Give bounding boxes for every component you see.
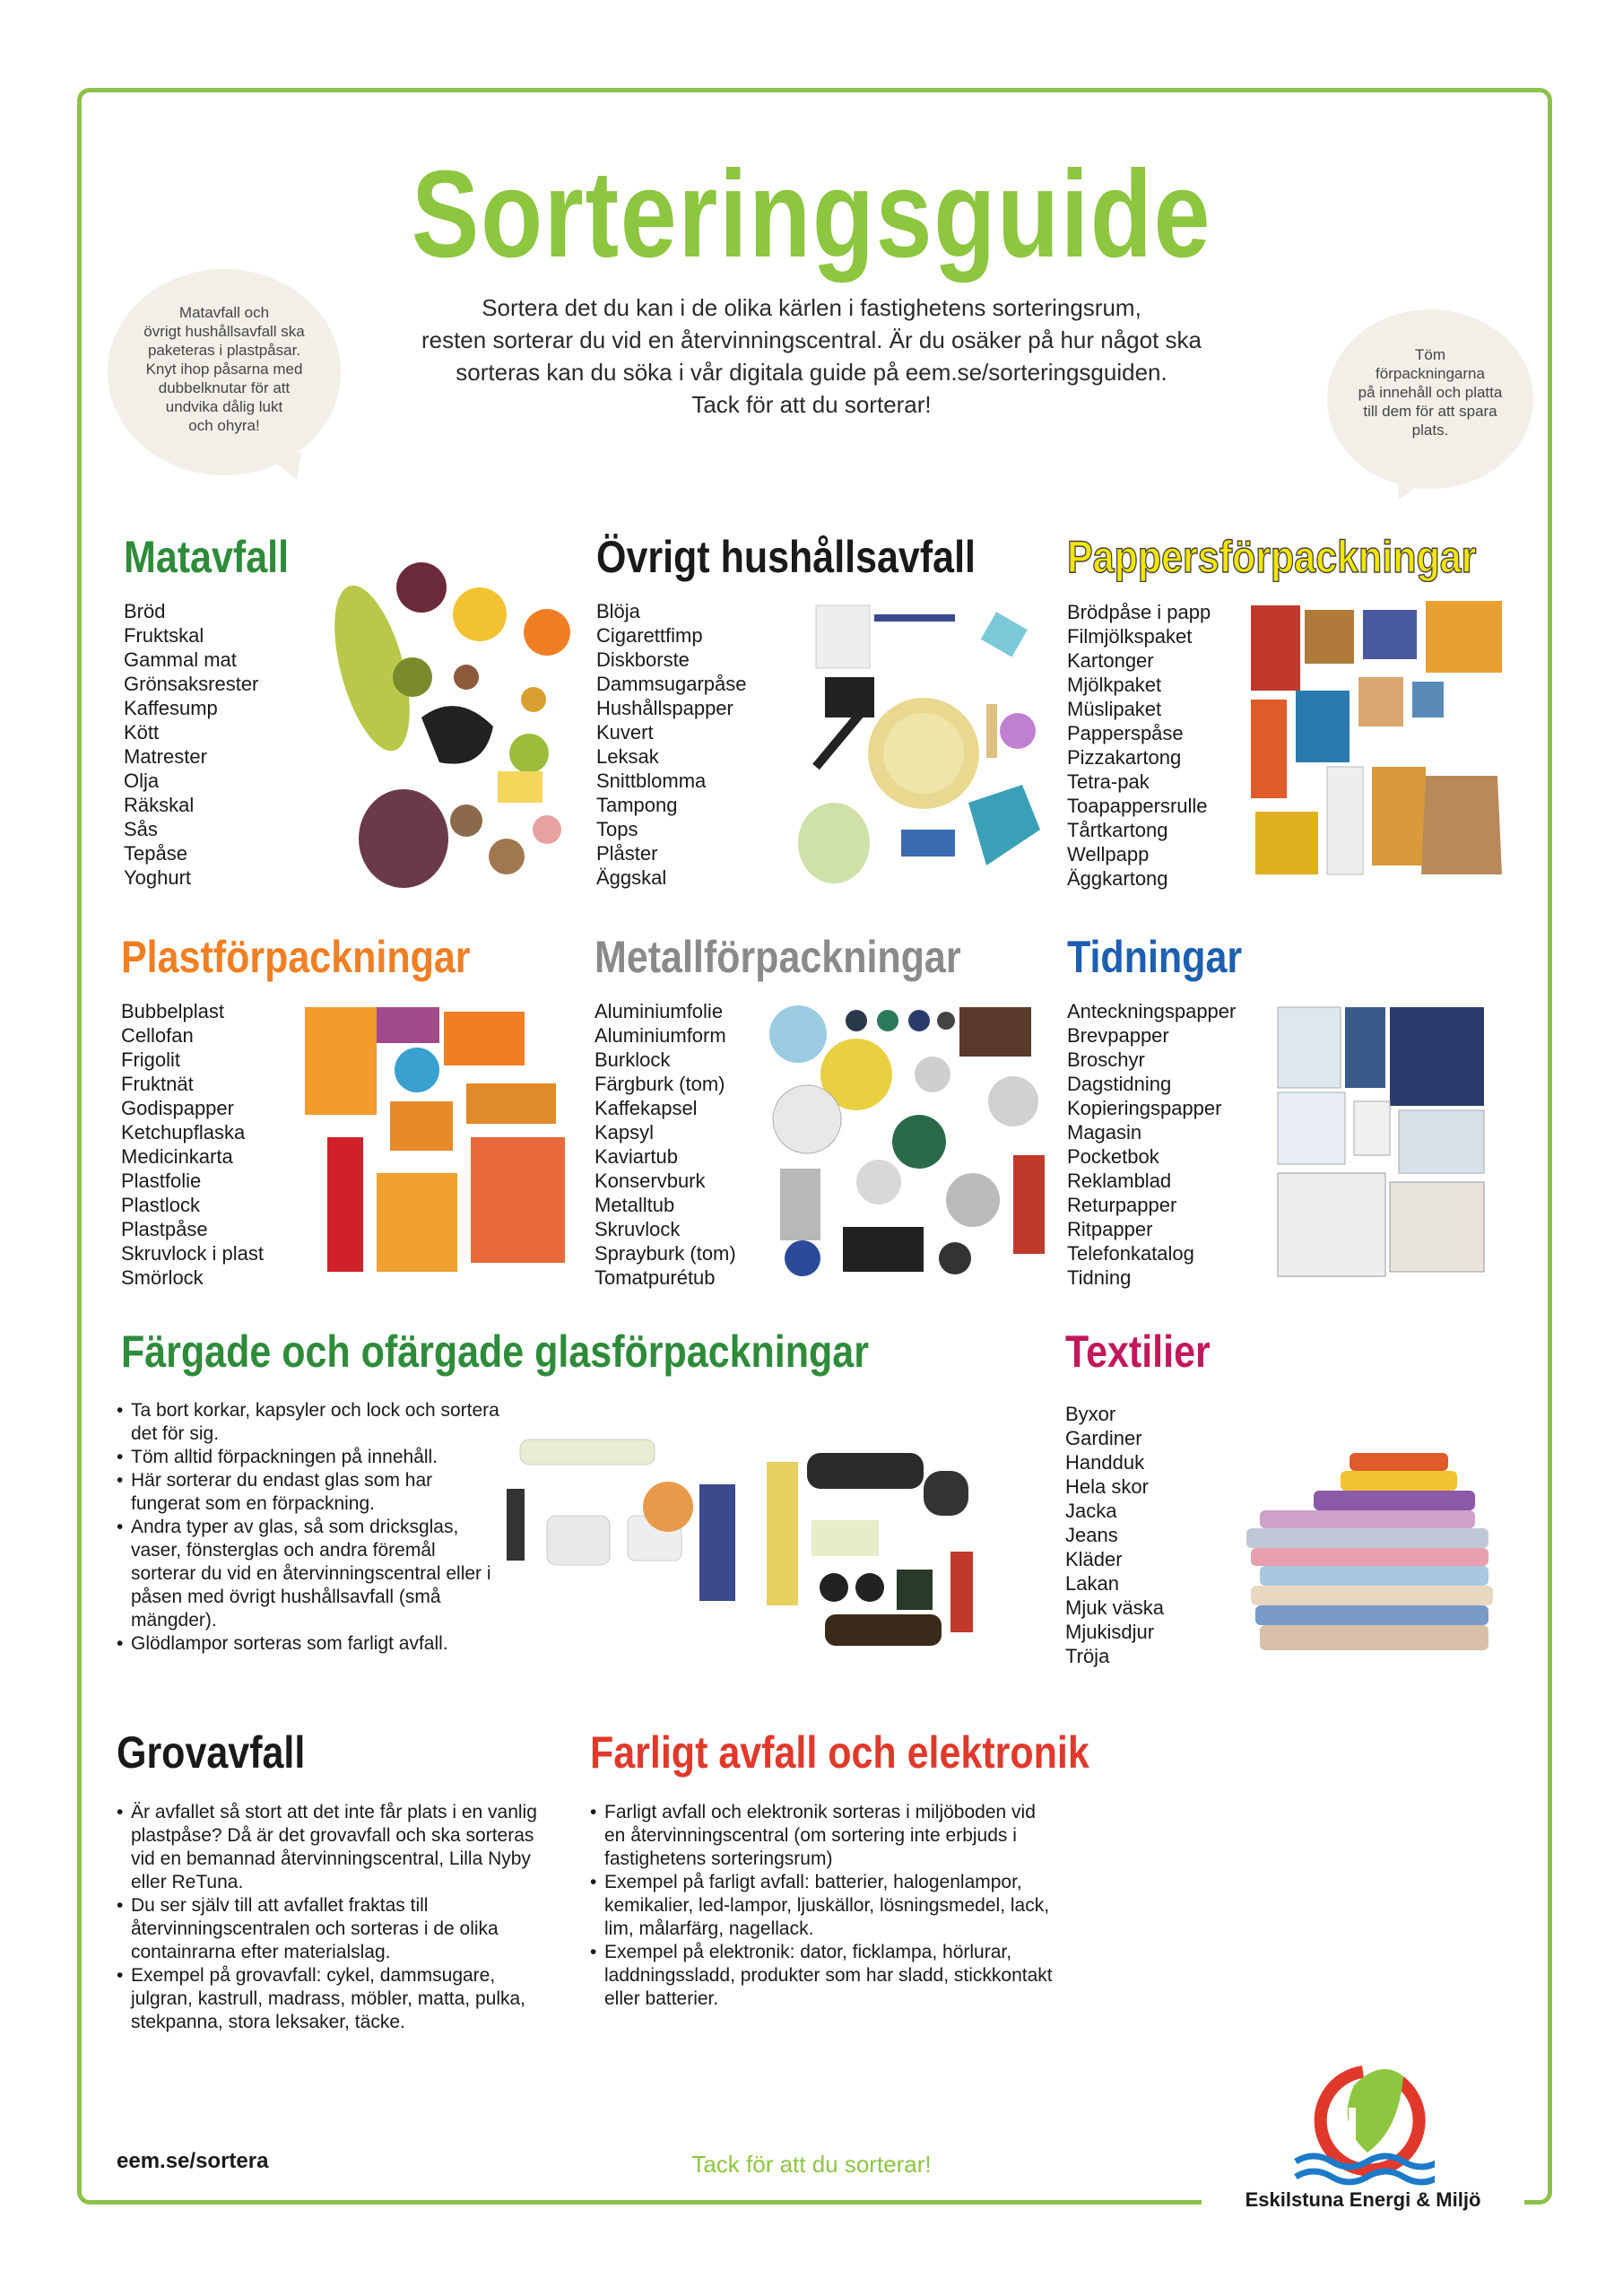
list-item: Kaffesump [124,697,218,719]
list-item: Kopieringspapper [1067,1097,1222,1119]
list-item: Plastpåse [121,1218,208,1240]
list-item: Tepåse [124,842,187,865]
farligt-title: Farligt avfall och elektronik [590,1727,1089,1778]
list-item: • Ta bort korkar, kapsyler och lock och sortera det för sig. [117,1399,502,1446]
list-item: • Är avfallet så stort att det inte får plats i en vanlig plastpåse? Då är det grovavfall och ska sorteras vid en bemannad återvinningscentral, Lilla Nyby eller ReTuna. [117,1801,547,1894]
list-item: Tampong [596,794,678,816]
list-item: Bubbelplast [121,1000,224,1022]
list-item: Äggkartong [1067,867,1168,890]
list-item: Gardiner [1065,1427,1142,1449]
plast-list [121,999,264,1290]
list-item: Kartonger [1067,649,1154,672]
list-item: Byxor [1065,1403,1116,1425]
list-item: Sås [124,818,158,840]
list-item: Mjuk väska [1065,1596,1165,1619]
list-item: • Du ser själv till att avfallet fraktas till återvinningscentralen och sorteras i de olika containrarna efter materialslag. [117,1894,547,1964]
household-waste-illustration [762,596,1058,883]
page-title: Sorteringsguide [411,145,1212,283]
plastic-packaging-illustration [300,1003,569,1290]
list-item: Räkskal [124,794,195,816]
list-item: Tårtkartong [1067,819,1168,841]
list-item: Handduk [1065,1451,1145,1474]
list-item: Returpapper [1067,1194,1177,1216]
list-item: Skruvlock [595,1218,681,1240]
brand-name: Eskilstuna Energi & Miljö [1245,2188,1481,2211]
list-item: • Glödlampor sorteras som farligt avfall. [117,1632,502,1656]
ovrigt-list [596,599,747,890]
list-item: • Exempel på elektronik: dator, ficklampa, hörlurar, laddningssladd, produkter som har sladd, stickkontakt eller batterier. [590,1941,1056,2011]
list-item: Gammal mat [124,648,237,671]
list-item: Kuvert [596,721,654,744]
list-item: • Exempel på grovavfall: cykel, dammsugare, julgran, kastrull, madrass, möbler, matta, pulka, stekpanna, stora leksaker, täcke. [117,1964,547,2034]
food-waste-illustration [323,561,592,892]
list-item: Pocketbok [1067,1145,1159,1168]
list-item: Konservburk [595,1170,706,1192]
list-item: Ritpapper [1067,1218,1153,1240]
list-item: • Exempel på farligt avfall: batterier, halogenlampor, kemikalier, led-lampor, ljuskällor, lösningsmedel, lack, lim, målarfärg, nagellack. [590,1871,1056,1941]
list-item: Anteckningspapper [1067,1000,1237,1022]
list-item: Plastfolie [121,1170,202,1192]
list-item: • Här sorterar du endast glas som har fungerat som en förpackning. [117,1469,502,1516]
grovavfall-bullets [117,1801,547,2034]
list-item: Blöja [596,600,640,622]
intro-text: Sortera det du kan i de olika kärlen i fastighetens sorteringsrum, resten sorterar du vid en återvinningscentral. Är du osäker på hur något ska sorteras kan du söka i vår digitala guide på eem.se/sorteringsguiden. Tack för att du sorterar! [421,294,1202,418]
list-item: Kaviartub [595,1145,678,1168]
list-item: Hushållspapper [596,697,733,719]
list-item: Tomatpurétub [595,1266,716,1289]
list-item: Äggskal [596,866,667,889]
list-item: Brevpapper [1067,1024,1169,1047]
list-item: Olja [124,770,160,792]
glas-title: Färgade och ofärgade glasförpackningar [121,1326,869,1377]
textilier-list [1065,1402,1164,1668]
list-item: Plåster [596,842,658,865]
list-item: Grönsaksrester [124,673,259,695]
list-item: Filmjölkspaket [1067,625,1193,648]
papper-title: Pappersförpackningar [1067,532,1477,582]
list-item: Magasin [1067,1121,1142,1144]
list-item: • Farligt avfall och elektronik sorteras i miljöboden vid en återvinningscentral (om sortering inte erbjuds i fastighetens sorteringsrum) [590,1801,1056,1871]
list-item: Mjölkpaket [1067,674,1162,696]
matavfall-list [124,599,258,890]
list-item: Cellofan [121,1024,194,1047]
list-item: Medicinkarta [121,1145,233,1168]
list-item: Matrester [124,745,207,768]
list-item: Yoghurt [124,866,192,889]
list-item: • Andra typer av glas, så som dricksglas, vaser, fönsterglas och andra föremål sorterar du vid en återvinningscentral eller i påsen med övrigt hushållsavfall (små mängder). [117,1516,502,1632]
glas-bullets [117,1399,502,1656]
list-item: Diskborste [596,648,690,671]
list-item: Kläder [1065,1548,1123,1570]
metall-title: Metallförpackningar [595,932,961,982]
list-item: Jeans [1065,1524,1118,1546]
list-item: Aluminiumform [595,1024,726,1047]
list-item: Plastlock [121,1194,201,1216]
speech-bubble-right: Töm förpackningarna på innehåll och platta till dem för att spara plats. [1327,309,1533,489]
list-item: Snittblomma [596,770,707,792]
tidningar-title: Tidningar [1067,932,1243,982]
tidningar-list [1067,999,1236,1290]
list-item: Dagstidning [1067,1073,1172,1095]
list-item: Kött [124,721,160,744]
list-item: Ketchupflaska [121,1121,246,1144]
list-item: Aluminiumfolie [595,1000,724,1022]
list-item: Broschyr [1067,1048,1145,1071]
list-item: Fruktskal [124,624,204,647]
list-item: Cigarettfimp [596,624,703,647]
ovrigt-title: Övrigt hushållsavfall [596,532,976,582]
list-item: Smörlock [121,1266,204,1289]
list-item: Kaffekapsel [595,1097,698,1119]
list-item: Reklamblad [1067,1170,1172,1192]
speech-bubble-left: Matavfall och övrigt hushållsavfall ska paketeras i plastpåsar. Knyt ihop påsarna med dubbelknutar för att undvika dålig lukt och ohyra! [108,269,341,475]
list-item: Wellpapp [1067,843,1150,865]
paper-packaging-illustration [1246,596,1506,879]
grovavfall-title: Grovavfall [117,1727,306,1778]
newspapers-illustration [1273,1003,1488,1281]
list-item: Fruktnät [121,1073,194,1095]
plast-title: Plastförpackningar [121,932,471,982]
list-item: Kapsyl [595,1121,655,1144]
list-item: Leksak [596,745,659,768]
textilier-title: Textilier [1065,1326,1211,1377]
metall-list [595,999,736,1290]
footer-url[interactable]: eem.se/sortera [117,2149,269,2173]
metal-packaging-illustration [762,1003,1049,1281]
list-item: Färgburk (tom) [595,1073,725,1095]
list-item: Papperspåse [1067,722,1184,744]
list-item: Sprayburk (tom) [595,1242,736,1265]
brand-logo [1291,2054,1435,2188]
list-item: Hela skor [1065,1475,1149,1498]
list-item: Burklock [595,1048,671,1071]
list-item: Brödpåse i papp [1067,601,1211,623]
list-item: Skruvlock i plast [121,1242,264,1265]
list-item: Dammsugarpåse [596,673,747,695]
list-item: Pizzakartong [1067,746,1182,769]
list-item: Tops [596,818,638,840]
papper-list [1067,600,1211,891]
list-item: Telefonkatalog [1067,1242,1194,1265]
footer-thanks: Tack för att du sorterar! [691,2151,932,2178]
list-item: Lakan [1065,1572,1119,1595]
matavfall-title: Matavfall [124,532,290,582]
list-item: Mjukisdjur [1065,1621,1155,1643]
list-item: Toapappersrulle [1067,795,1208,817]
glass-packaging-illustration [502,1435,1013,1650]
list-item: Bröd [124,600,166,622]
list-item: Godispapper [121,1097,234,1119]
list-item: Müslipaket [1067,698,1162,720]
list-item: Tröja [1065,1645,1110,1667]
list-item: Tidning [1067,1266,1132,1289]
list-item: Metalltub [595,1194,675,1216]
list-item: Frigolit [121,1048,181,1071]
textiles-illustration [1242,1448,1502,1655]
list-item: Tetra-pak [1067,770,1150,793]
list-item: • Töm alltid förpackningen på innehåll. [117,1446,502,1469]
farligt-bullets [590,1801,1056,2011]
list-item: Jacka [1065,1500,1117,1522]
